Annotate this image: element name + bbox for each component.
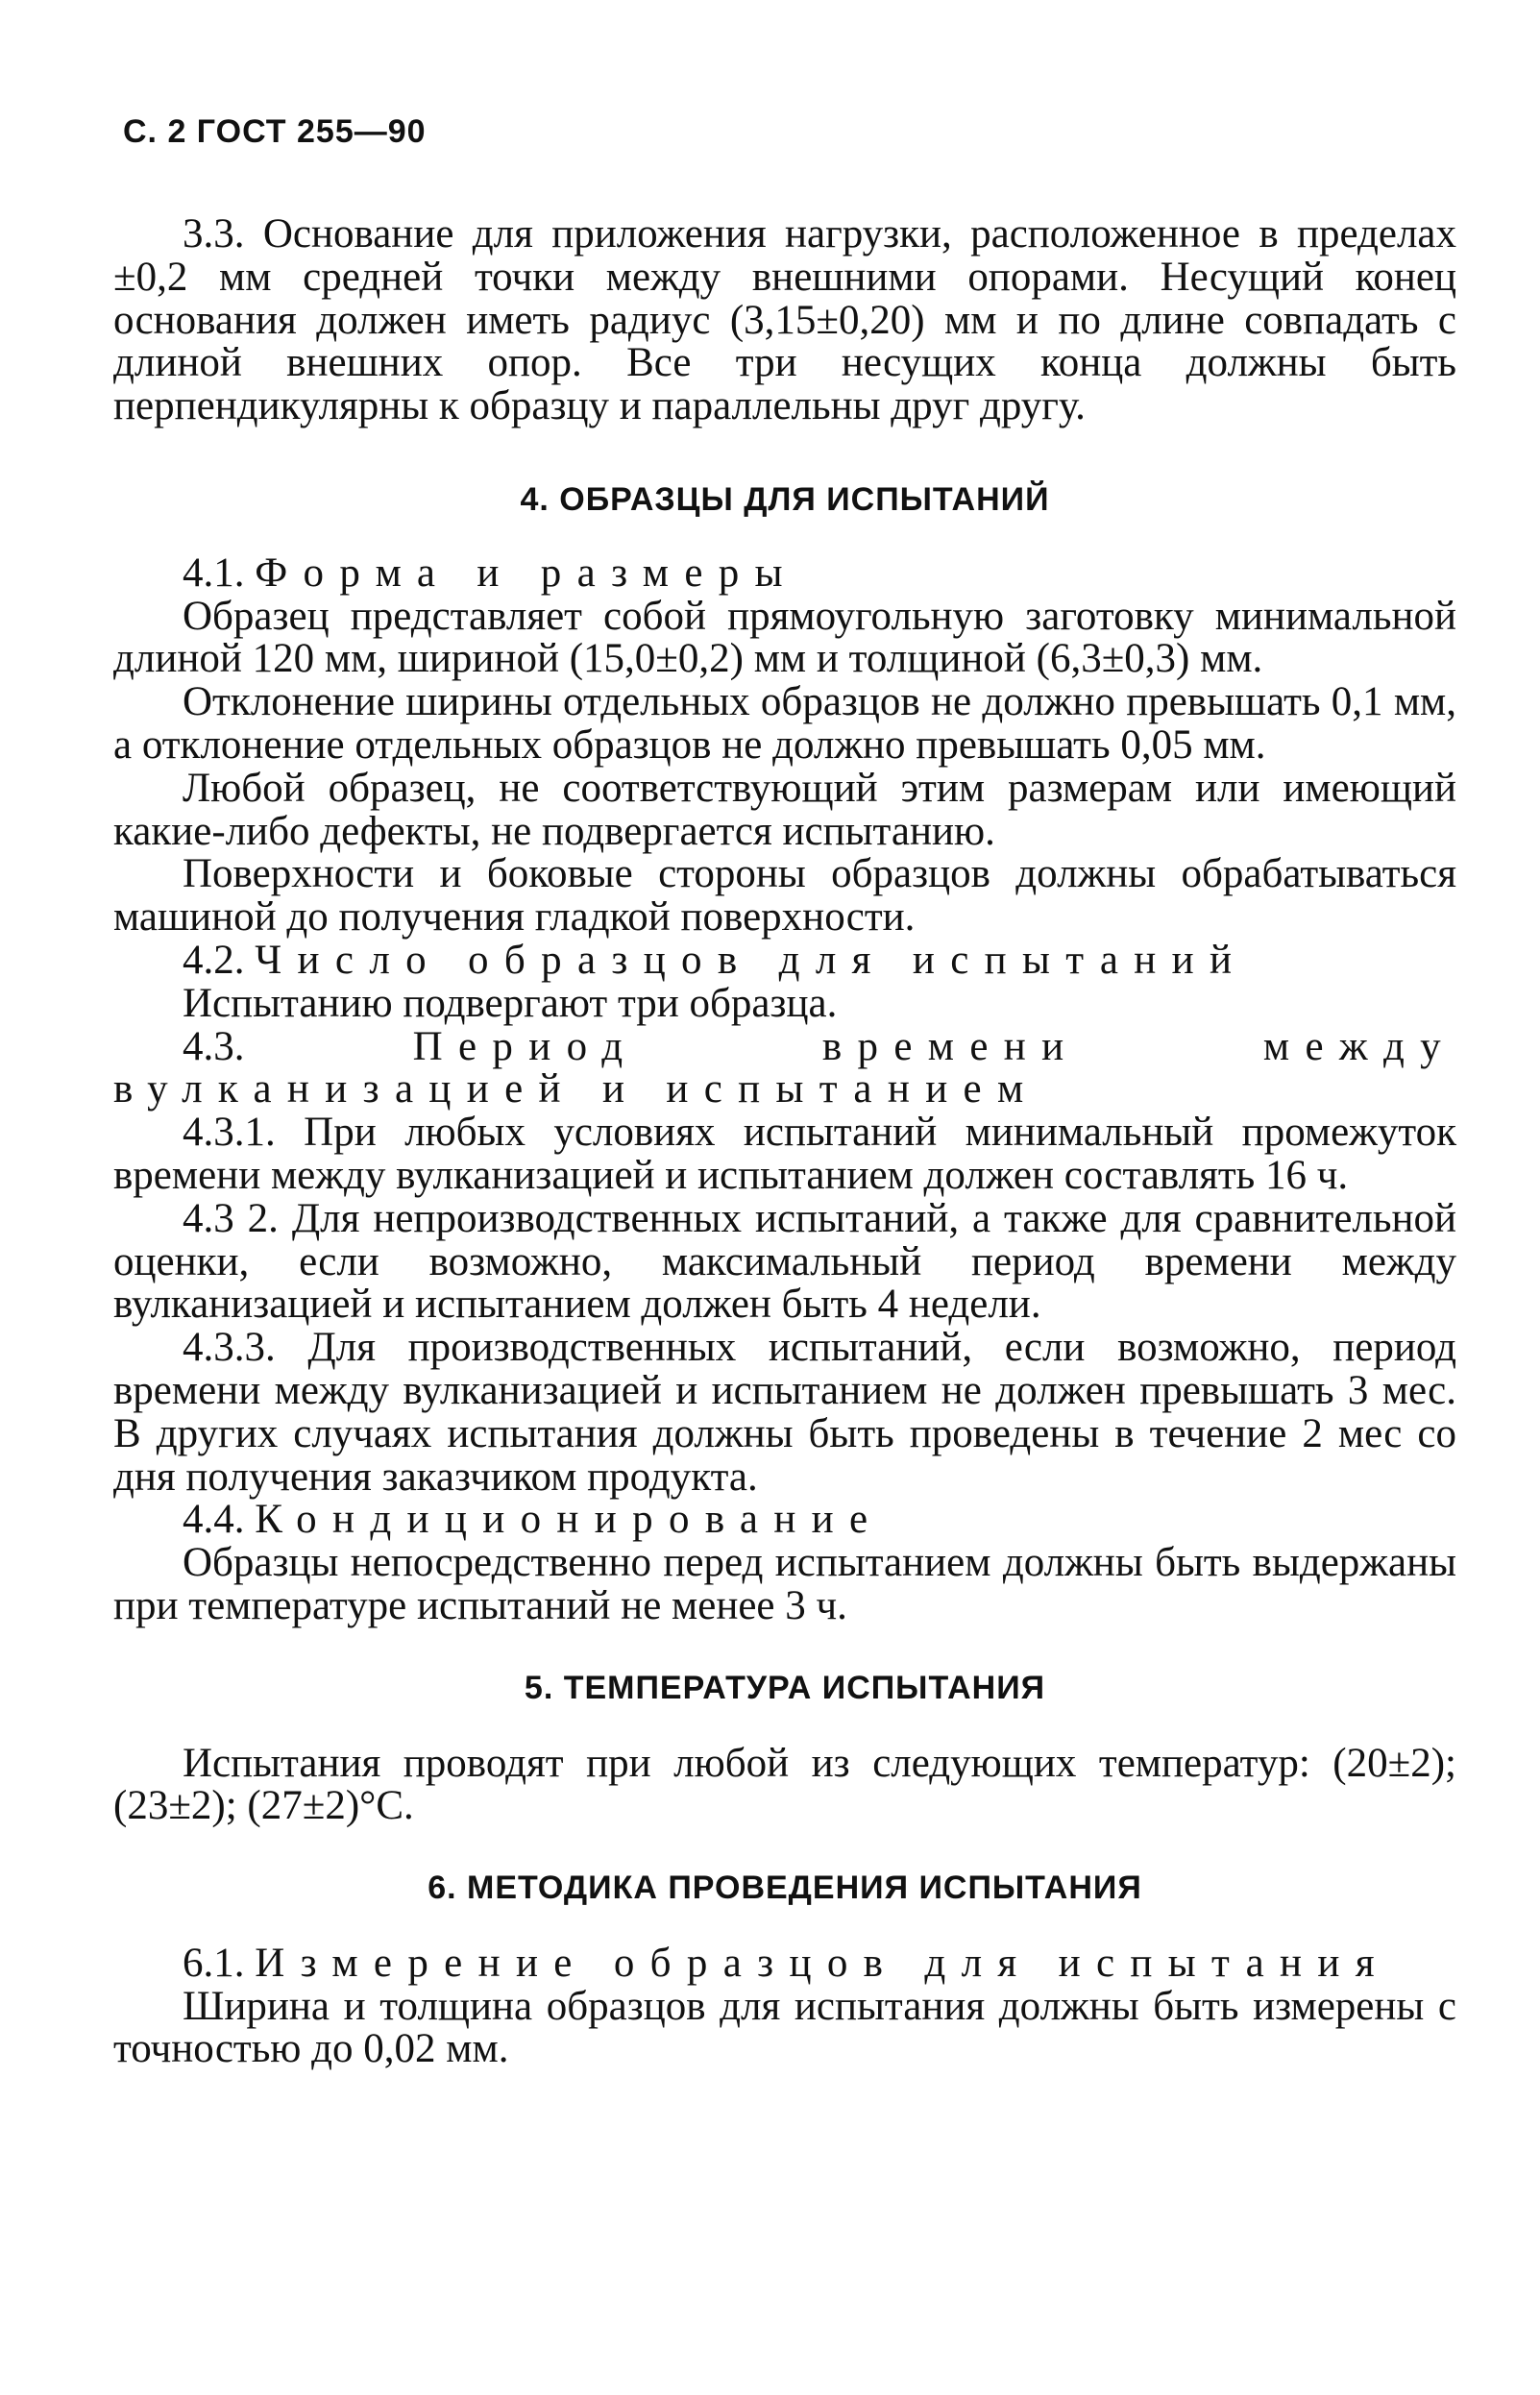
subsection-title: Период времени между вулканизацией и испытанием [113,1023,1456,1112]
paragraph-5-1: Испытания проводят при любой из следующих температур: (20±2); (23±2); (27±2)°С. [113,1740,1456,1829]
paragraph-6-1-1: Ширина и толщина образцов для испытания должны быть измерены с точностью до 0,02 мм. [113,1983,1456,2072]
paragraph-4-3-3: 4.3.3. Для производственных испытаний, если возможно, период времени между вулканизацией и испытанием не должен превышать 3 мес. В других случаях испытания должны быть проведены в течение 2 мес со дня получения заказчиком продукта. [113,1325,1456,1500]
paragraph-4-4-1: Образцы непосредственно перед испытанием должны быть выдержаны при температуре испытаний не менее 3 ч. [113,1540,1456,1628]
subsection-title: Форма и размеры [255,550,798,596]
paragraph-4-2-1: Испытанию подвергают три образца. [183,980,838,1026]
page-header: С. 2 ГОСТ 255—90 [123,113,427,150]
document-body [113,213,1456,2071]
paragraph-3-3: 3.3. Основание для приложения нагрузки, расположенное в пределах ±0,2 мм средней точки между внешними опорами. Несущий конец основания должен иметь радиус (3,15±0,20) мм и по длине совпадать с длиной внешних опор. Все три несущих конца должны быть перпендикулярны к образцу и параллельны друг другу. [113,211,1456,429]
subsection-4-3-heading [113,1023,1456,1112]
subsection-number: 4.4. [183,1497,245,1543]
section-4-title: 4. ОБРАЗЦЫ ДЛЯ ИСПЫТАНИЙ [520,480,1050,518]
subsection-number: 4.2. [183,937,245,983]
subsection-number: 6.1. [183,1940,245,1986]
subsection-4-1-heading [113,552,1456,596]
paragraph-4-1-3: Любой образец, не соответствующий этим размерам или имеющий какие-либо дефекты, не подвергается испытанию. [113,765,1456,854]
paragraph-4-1-2: Отклонение ширины отдельных образцов не должно превышать 0,1 мм, а отклонение отдельных образцов не должно превышать 0,05 мм. [113,679,1456,768]
section-6-title: 6. МЕТОДИКА ПРОВЕДЕНИЯ ИСПЫТАНИЯ [428,1870,1142,1907]
subsection-title: Кондиционирование [255,1497,884,1543]
paragraph-4-3-2: 4.3 2. Для непроизводственных испытаний, а также для сравнительной оценки, если возможно, максимальный период времени между вулканизацией и испытанием должен быть 4 недели. [113,1195,1456,1328]
subsection-title: Число образцов для испытаний [255,937,1248,983]
section-5-title: 5. ТЕМПЕРАТУРА ИСПЫТАНИЯ [524,1669,1046,1706]
subsection-number: 4.3. [183,1023,245,1069]
paragraph-4-1-1: Образец представляет собой прямоугольную заготовку минимальной длиной 120 мм, шириной (15,0±0,2) мм и толщиной (6,3±0,3) мм. [113,593,1456,682]
paragraph-4-1-4: Поверхности и боковые стороны образцов должны обрабатываться машиной до получения гладкой поверхности. [113,851,1456,941]
subsection-4-4-heading [113,1499,1456,1542]
subsection-6-1-heading [113,1940,1456,1986]
subsection-number: 4.1. [183,550,245,596]
subsection-4-2-heading [113,937,1456,983]
subsection-title: Измерение образцов для испытания [255,1940,1390,1986]
paragraph-4-3-1: 4.3.1. При любых условиях испытаний минимальный промежуток времени между вулканизацией и испытанием должен составлять 16 ч. [113,1110,1456,1198]
